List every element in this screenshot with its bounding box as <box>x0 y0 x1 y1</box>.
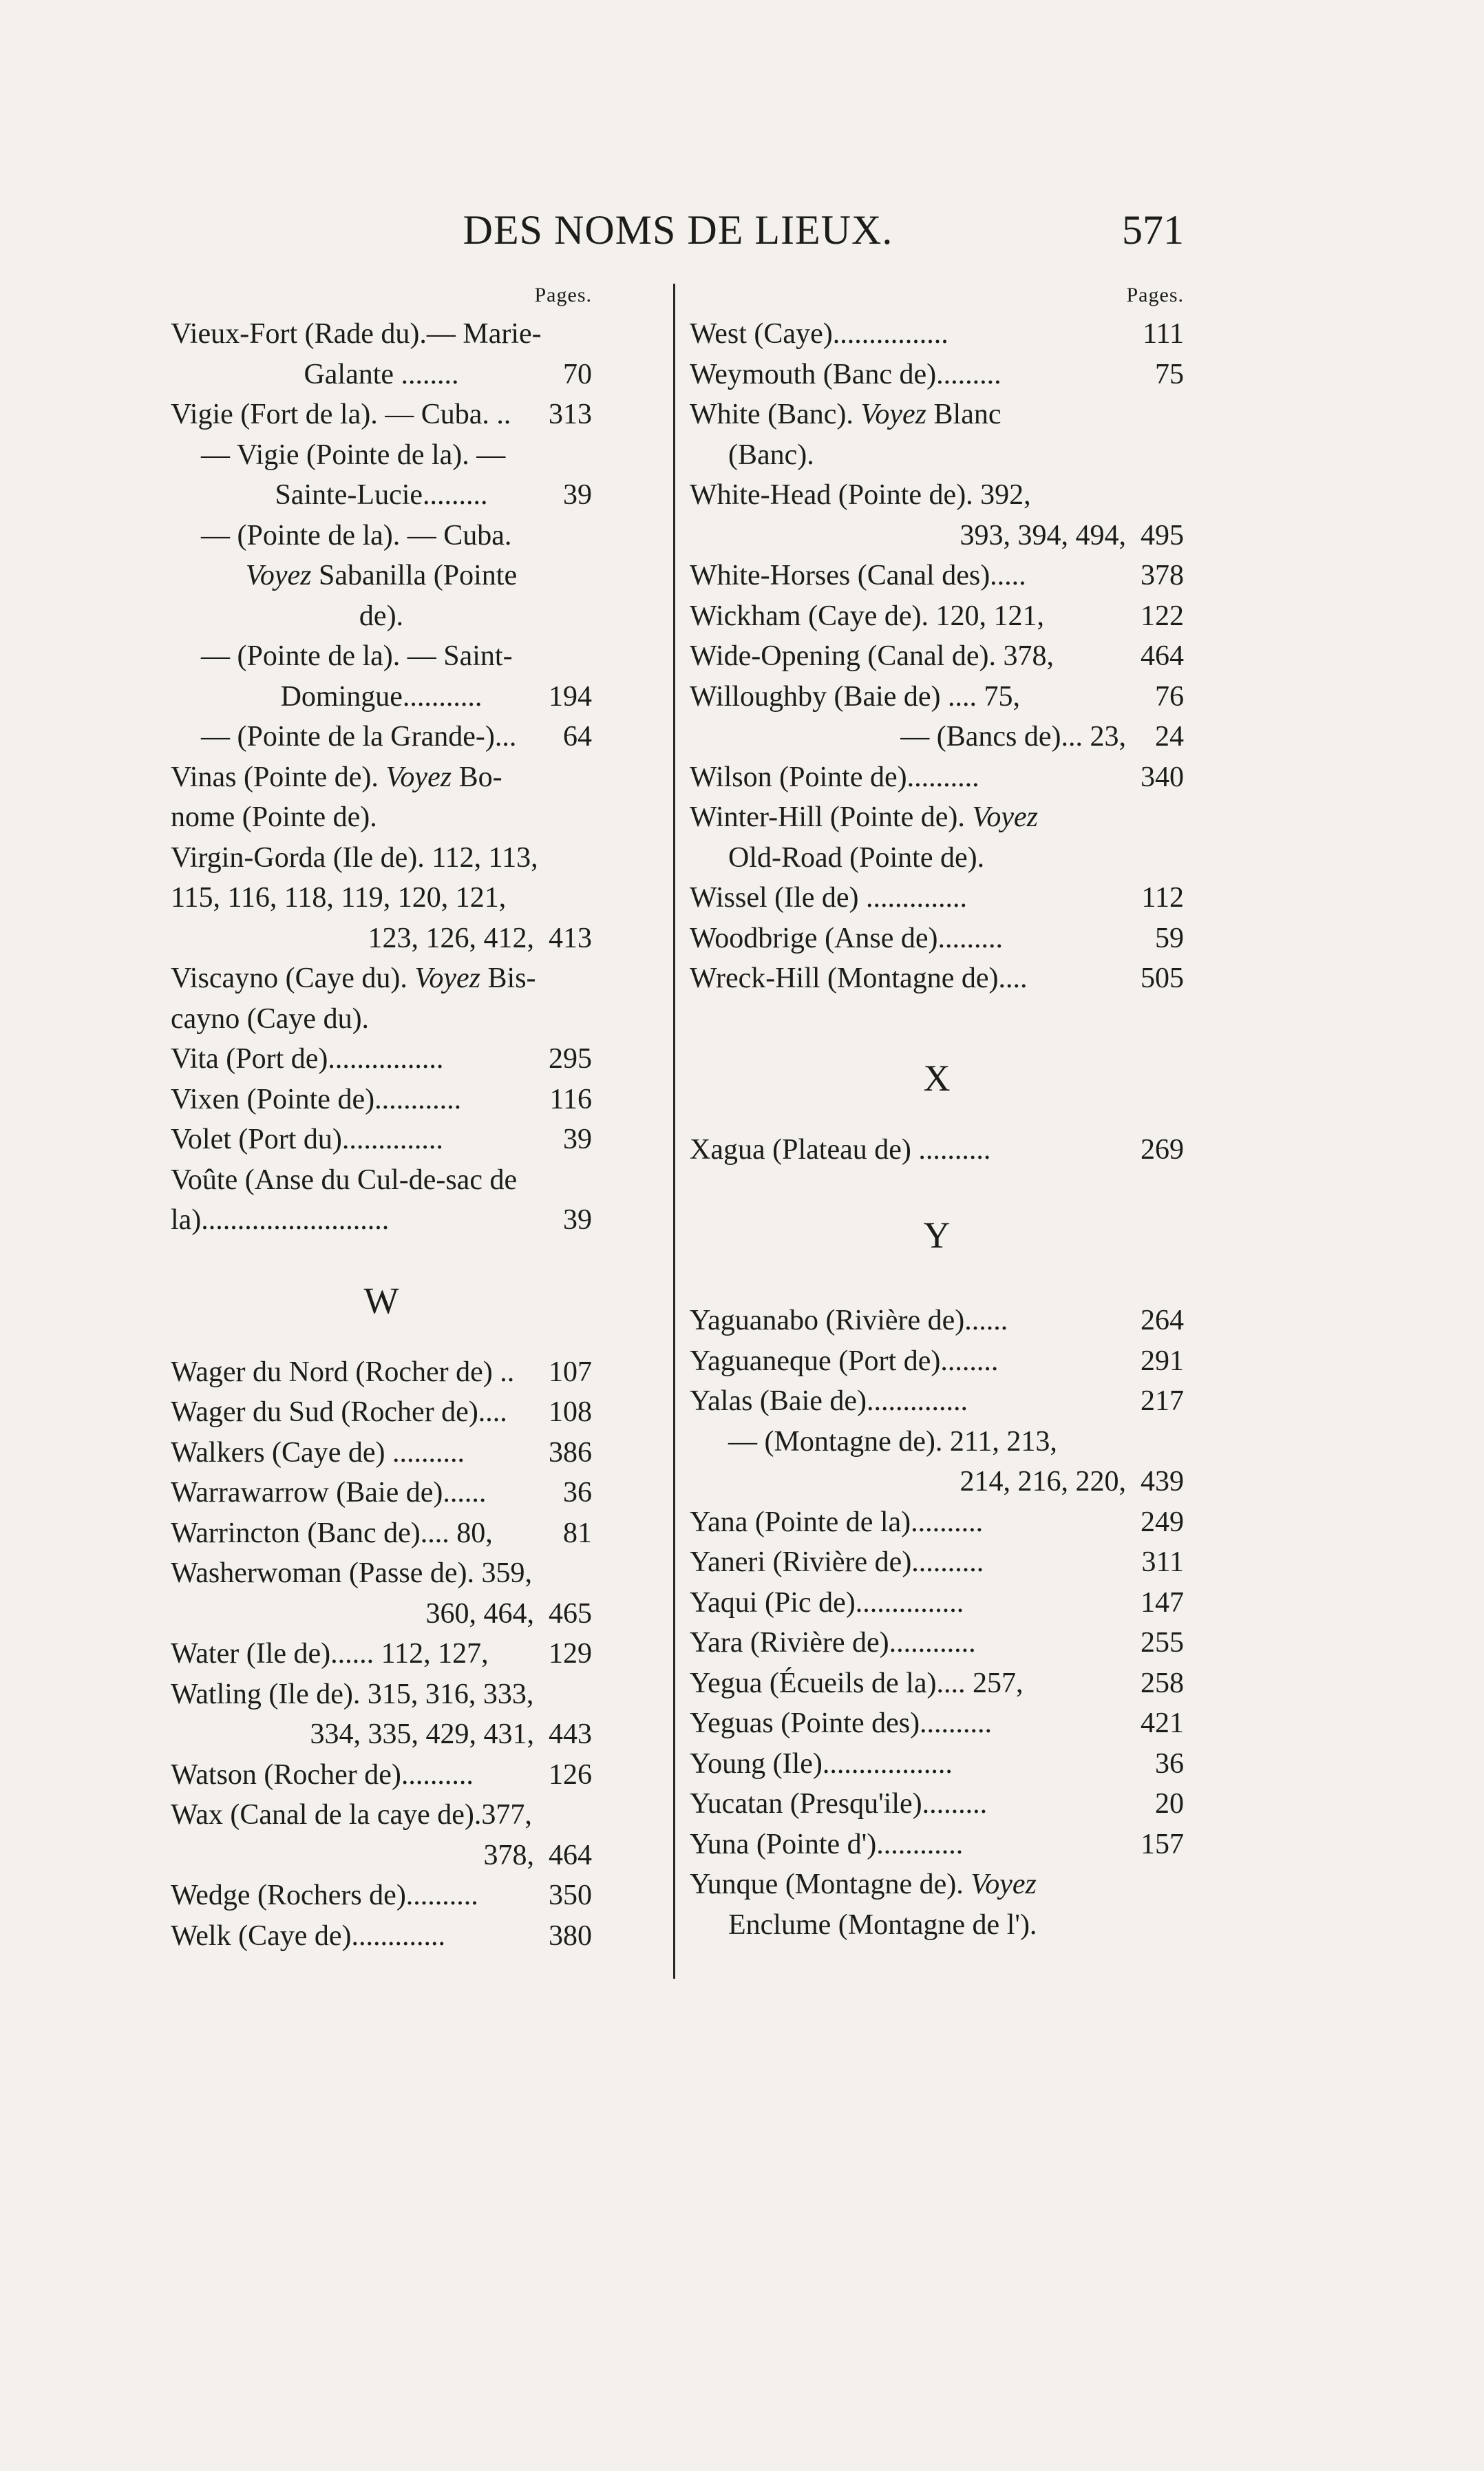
voyez-italic: Voyez <box>860 399 927 430</box>
entry-text: 378, <box>483 1839 534 1871</box>
entry-text: Woodbrige (Anse de)......... <box>690 922 1004 954</box>
entry-text: Watling (Ile de). 315, 316, 333, <box>171 1678 534 1710</box>
entry-page: 107 <box>549 1356 592 1388</box>
index-entry <box>171 1513 592 1554</box>
entry-page: 147 <box>1141 1586 1184 1619</box>
entry-page: 36 <box>1155 1747 1184 1780</box>
index-entry <box>690 918 1184 959</box>
entry-text: la).......................... <box>171 1204 390 1236</box>
entry-page: 122 <box>1141 600 1184 632</box>
entry-page: 39 <box>563 479 592 511</box>
entry-text: — (Pointe de la Grande-)... <box>201 721 517 753</box>
entry-text: White (Banc). Voyez Blanc <box>690 399 1001 430</box>
index-entry <box>171 1836 592 1876</box>
index-entry <box>171 1875 592 1916</box>
index-entry <box>171 838 592 879</box>
entry-page: 217 <box>1141 1385 1184 1417</box>
entry-text: Wreck-Hill (Montagne de).... <box>690 963 1028 994</box>
index-entry <box>690 1905 1184 1946</box>
entry-page: 505 <box>1141 963 1184 994</box>
entry-page: 413 <box>549 922 592 954</box>
entry-text: Winter-Hill (Pointe de). Voyez <box>690 801 1039 833</box>
entry-text: 393, 394, 494, <box>960 519 1126 551</box>
entry-page: 24 <box>1155 721 1184 753</box>
entry-text: Yegua (Écueils de la).... 257, <box>690 1667 1024 1699</box>
index-entry <box>690 878 1184 918</box>
entry-page: 116 <box>549 1083 592 1115</box>
entry-text: West (Caye)................ <box>690 318 948 350</box>
index-entry <box>690 757 1184 798</box>
entry-page: 70 <box>563 358 592 390</box>
entry-page: 112 <box>1141 882 1184 914</box>
entry-text: Vigie (Fort de la). — Cuba. .. <box>171 399 511 430</box>
entry-page: 386 <box>549 1436 592 1469</box>
index-entry <box>690 958 1184 999</box>
entry-text: White-Horses (Canal des)..... <box>690 560 1026 591</box>
entry-text: Wax (Canal de la caye de).377, <box>171 1799 532 1831</box>
entry-text: Wide-Opening (Canal de). 378, <box>690 640 1054 672</box>
entry-page: 464 <box>549 1839 592 1871</box>
entry-page: 249 <box>1141 1506 1184 1538</box>
index-entry <box>171 797 592 838</box>
entry-page: 20 <box>1155 1788 1184 1820</box>
index-entry <box>690 1864 1184 1905</box>
entry-page: 111 <box>1143 318 1184 350</box>
entry-text: 334, 335, 429, 431, <box>310 1718 534 1750</box>
entry-text: Wager du Sud (Rocher de).... <box>171 1396 507 1428</box>
entry-list <box>690 314 1184 999</box>
entry-page: 439 <box>1141 1466 1184 1497</box>
entry-text: Domingue........... <box>280 680 483 713</box>
running-head <box>172 207 1184 275</box>
index-entry <box>690 1744 1184 1785</box>
index-entry <box>171 556 592 596</box>
entry-text: — Vigie (Pointe de la). — <box>201 439 506 471</box>
entry-text: Yalas (Baie de).............. <box>690 1385 968 1417</box>
index-entry <box>690 1422 1184 1462</box>
entry-page: 495 <box>1141 519 1184 551</box>
entry-text: Voûte (Anse du Cul-de-sac de <box>171 1164 518 1196</box>
index-entry <box>171 757 592 798</box>
entry-page: 258 <box>1141 1667 1184 1699</box>
index-entry <box>171 878 592 918</box>
index-entry <box>171 1916 592 1957</box>
index-entry <box>690 1623 1184 1663</box>
entry-text: Viscayno (Caye du). Voyez Bis- <box>171 963 536 994</box>
index-entry <box>690 1542 1184 1583</box>
entry-page: 39 <box>563 1204 592 1236</box>
entry-text: Yeguas (Pointe des).......... <box>690 1707 993 1739</box>
index-entry <box>171 918 592 959</box>
index-entry <box>690 1825 1184 1865</box>
index-entry <box>690 395 1184 435</box>
right-column <box>690 277 1184 1945</box>
entry-text: Vinas (Pointe de). Voyez Bo- <box>171 761 502 793</box>
entry-page: 255 <box>1141 1627 1184 1659</box>
entry-page: 59 <box>1155 922 1184 954</box>
entry-text: 360, 464, <box>425 1597 534 1630</box>
index-entry <box>171 1433 592 1473</box>
index-entry <box>171 596 592 637</box>
entry-text: Wissel (Ile de) .............. <box>690 882 968 914</box>
entry-page: 126 <box>549 1758 592 1791</box>
entry-text: Warrincton (Banc de).... 80, <box>171 1517 493 1549</box>
voyez-italic: Voyez <box>414 963 481 994</box>
entry-text: Sainte-Lucie......... <box>275 479 488 511</box>
entry-text: — (Bancs de)... 23, <box>900 721 1126 753</box>
entry-text: Yana (Pointe de la).......... <box>690 1506 984 1538</box>
entry-text: 115, 116, 118, 119, 120, 121, <box>171 882 507 914</box>
index-entry <box>690 1462 1184 1502</box>
entry-text: (Banc). <box>728 439 814 471</box>
entry-page: 465 <box>549 1597 592 1630</box>
entry-text: Galante ........ <box>304 358 459 390</box>
entry-text: Vixen (Pointe de)............ <box>171 1083 462 1115</box>
entry-page: 291 <box>1141 1345 1184 1377</box>
entry-text: Young (Ile).................. <box>690 1747 953 1780</box>
entry-text: cayno (Caye du). <box>171 1002 370 1035</box>
page-number: 571 <box>1122 207 1184 253</box>
column-divider <box>673 284 675 1979</box>
entry-page: 81 <box>563 1517 592 1549</box>
index-entry <box>171 435 592 476</box>
entry-text: Wager du Nord (Rocher de) .. <box>171 1356 515 1388</box>
index-entry <box>690 314 1184 355</box>
entry-list <box>171 314 592 1241</box>
entry-page: 421 <box>1141 1707 1184 1739</box>
entry-page: 76 <box>1155 680 1184 713</box>
index-entry <box>171 636 592 677</box>
index-entry <box>690 797 1184 838</box>
index-entry <box>690 1381 1184 1422</box>
section-letter-x: X <box>923 1057 951 1099</box>
entry-page: 380 <box>549 1920 592 1952</box>
section-letter-w: W <box>363 1279 399 1321</box>
index-entry <box>690 475 1184 516</box>
index-entry <box>171 717 592 757</box>
entry-list-w <box>171 1352 592 1957</box>
index-entry <box>690 1502 1184 1543</box>
entry-text: Yaneri (Rivière de).......... <box>690 1546 984 1578</box>
index-entry <box>171 677 592 717</box>
entry-page: 378 <box>1141 560 1184 591</box>
entry-page: 157 <box>1141 1828 1184 1860</box>
index-entry <box>690 1784 1184 1825</box>
index-entry <box>171 1473 592 1513</box>
entry-text: Watson (Rocher de).......... <box>171 1758 474 1791</box>
pages-label: Pages. <box>1126 284 1184 306</box>
entry-text: Volet (Port du).............. <box>171 1124 443 1155</box>
index-entry <box>171 1795 592 1836</box>
entry-page: 36 <box>563 1477 592 1508</box>
voyez-italic: Voyez <box>385 761 452 793</box>
index-entry <box>171 1119 592 1160</box>
entry-text: Yuna (Pointe d')............ <box>690 1828 964 1860</box>
index-entry <box>171 1039 592 1080</box>
index-entry <box>690 516 1184 556</box>
page-title: DES NOMS DE LIEUX. <box>463 207 893 253</box>
index-entry <box>171 395 592 435</box>
entry-text: Yucatan (Presqu'ile)......... <box>690 1788 988 1820</box>
section-letter-y: Y <box>923 1215 951 1256</box>
index-entry <box>690 435 1184 476</box>
entry-page: 264 <box>1141 1305 1184 1336</box>
index-entry <box>171 1200 592 1241</box>
index-entry <box>690 677 1184 717</box>
entry-text: White-Head (Pointe de). 392, <box>690 479 1031 511</box>
index-entry <box>171 1160 592 1201</box>
entry-text: Yunque (Montagne de). Voyez <box>690 1869 1037 1900</box>
entry-text: 123, 126, 412, <box>368 922 534 954</box>
entry-text: Wedge (Rochers de).......... <box>171 1880 478 1911</box>
index-entry <box>171 314 592 355</box>
entry-text: Vieux-Fort (Rade du).— Marie- <box>171 318 542 350</box>
index-entry <box>171 1714 592 1755</box>
entry-list-x <box>690 1130 1184 1170</box>
entry-text: Willoughby (Baie de) .... 75, <box>690 680 1021 713</box>
entry-page: 350 <box>549 1880 592 1911</box>
entry-text: de). <box>359 600 404 632</box>
entry-page: 194 <box>549 680 592 713</box>
entry-page: 464 <box>1141 640 1184 672</box>
entry-page: 340 <box>1141 761 1184 793</box>
entry-text: Old-Road (Pointe de). <box>728 841 985 874</box>
voyez-italic: Voyez <box>971 1869 1037 1900</box>
entry-text: nome (Pointe de). <box>171 801 377 833</box>
index-entry <box>171 999 592 1040</box>
entry-page: 443 <box>549 1718 592 1750</box>
entry-text: — (Montagne de). 211, 213, <box>728 1425 1057 1458</box>
index-entry <box>690 355 1184 395</box>
voyez-italic: Voyez <box>245 560 312 591</box>
entry-text: Warrawarrow (Baie de)...... <box>171 1477 487 1508</box>
index-entry <box>171 1674 592 1715</box>
index-entry <box>690 1130 1184 1170</box>
index-entry <box>171 355 592 395</box>
index-entry <box>171 516 592 556</box>
entry-text: Wilson (Pointe de).......... <box>690 761 979 793</box>
entry-page: 311 <box>1141 1546 1184 1578</box>
entry-text: Welk (Caye de)............. <box>171 1920 445 1952</box>
index-entry <box>171 1352 592 1393</box>
index-entry <box>690 1583 1184 1623</box>
entry-text: Weymouth (Banc de)......... <box>690 358 1001 390</box>
index-entry <box>171 475 592 516</box>
entry-page: 75 <box>1155 358 1184 390</box>
entry-page: 269 <box>1141 1133 1184 1166</box>
entry-page: 313 <box>549 399 592 430</box>
entry-page: 295 <box>549 1043 592 1075</box>
index-entry <box>690 556 1184 596</box>
index-entry <box>171 1553 592 1594</box>
entry-list-y <box>690 1301 1184 1945</box>
index-entry <box>171 1392 592 1433</box>
pages-label: Pages. <box>534 284 592 306</box>
index-entry <box>171 1755 592 1796</box>
index-entry <box>171 958 592 999</box>
index-entry <box>690 1703 1184 1744</box>
entry-text: Washerwoman (Passe de). 359, <box>171 1557 532 1589</box>
index-entry <box>171 1634 592 1674</box>
entry-text: 214, 216, 220, <box>960 1466 1126 1497</box>
entry-text: Wickham (Caye de). 120, 121, <box>690 600 1044 632</box>
entry-text: Yaguaneque (Port de)........ <box>690 1345 999 1377</box>
index-entry <box>690 838 1184 879</box>
entry-text: Yara (Rivière de)............ <box>690 1627 976 1659</box>
index-entry <box>690 717 1184 757</box>
entry-text: — (Pointe de la). — Saint- <box>201 640 513 672</box>
entry-text: Enclume (Montagne de l'). <box>728 1909 1037 1941</box>
index-entry <box>690 1663 1184 1704</box>
index-entry <box>690 636 1184 677</box>
voyez-italic: Voyez <box>972 801 1039 833</box>
index-entry <box>690 1341 1184 1382</box>
left-column <box>171 277 592 1956</box>
entry-text: Yaguanabo (Rivière de)...... <box>690 1305 1008 1336</box>
entry-page: 129 <box>549 1638 592 1670</box>
index-entry <box>171 1594 592 1634</box>
entry-text: Walkers (Caye de) .......... <box>171 1436 465 1469</box>
entry-text: Vita (Port de)................ <box>171 1043 444 1075</box>
index-entry <box>171 1080 592 1120</box>
entry-text: — (Pointe de la). — Cuba. <box>201 519 512 551</box>
index-entry <box>690 596 1184 637</box>
index-entry <box>690 1301 1184 1341</box>
entry-text: Virgin-Gorda (Ile de). 112, 113, <box>171 841 538 874</box>
entry-text: Xagua (Plateau de) .......... <box>690 1133 991 1166</box>
entry-page: 39 <box>563 1124 592 1155</box>
entry-page: 108 <box>549 1396 592 1428</box>
entry-text: Yaqui (Pic de)............... <box>690 1586 964 1619</box>
entry-page: 64 <box>563 721 592 753</box>
entry-text: Voyez Sabanilla (Pointe <box>245 560 518 591</box>
entry-text: Water (Ile de)...... 112, 127, <box>171 1638 489 1670</box>
